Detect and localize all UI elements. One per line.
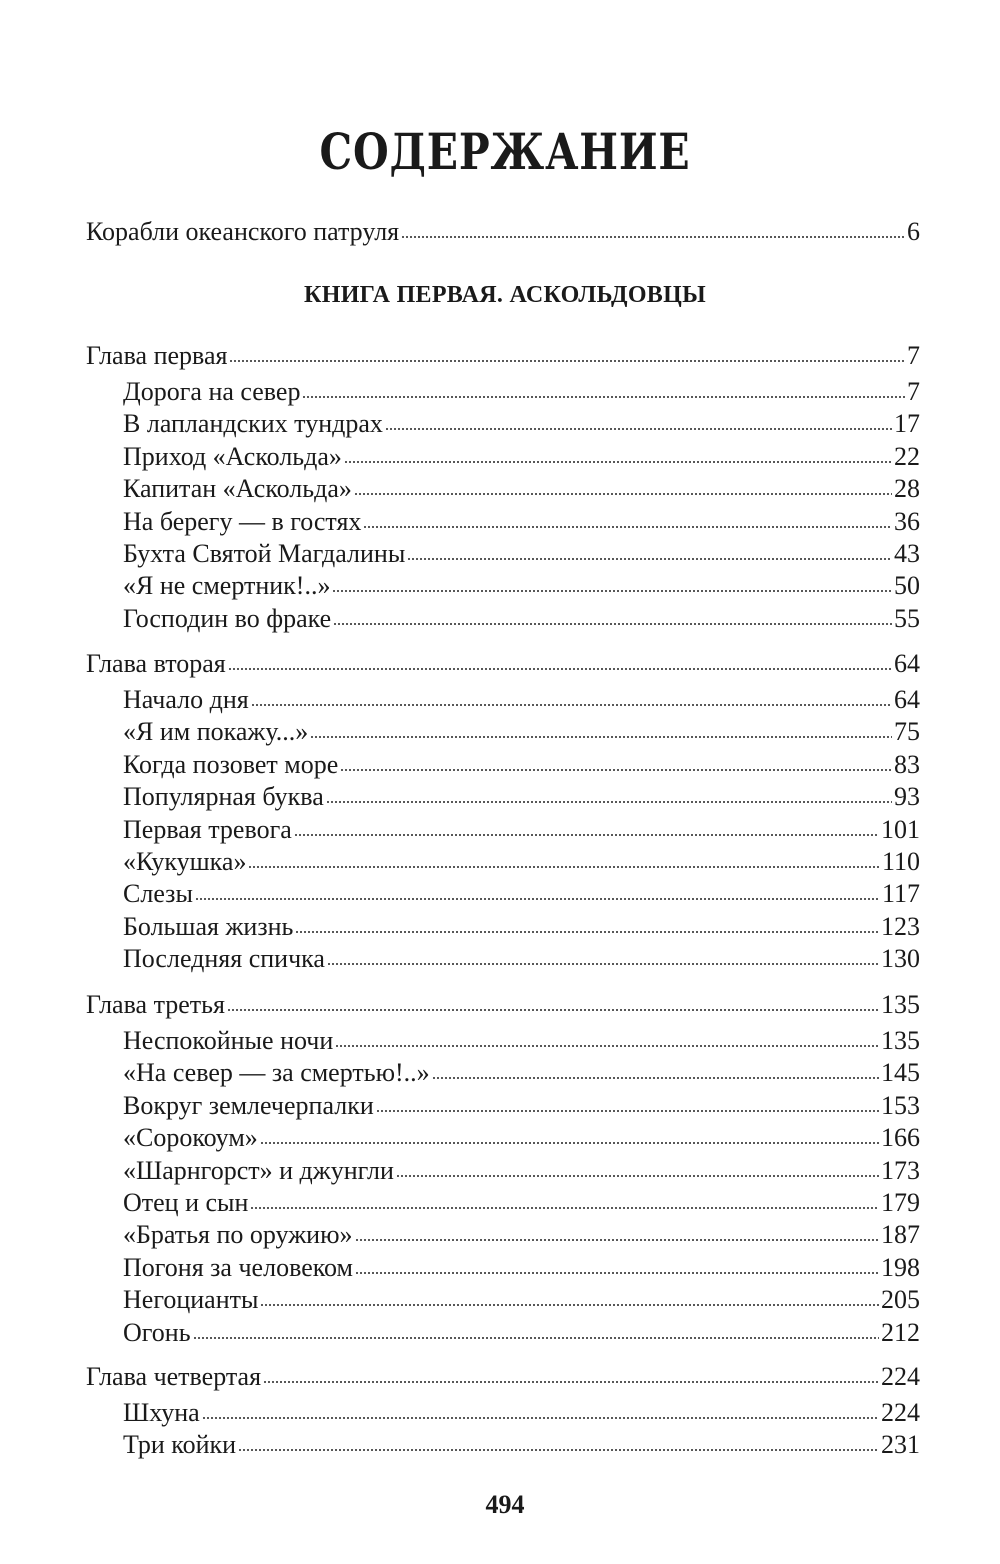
toc-entry-page: 224: [881, 1362, 920, 1391]
toc-entry-label: Приход «Аскольда»: [123, 442, 342, 471]
toc-section[interactable]: [123, 1090, 920, 1122]
toc-entry-label: Последняя спичка: [123, 944, 325, 973]
dot-leader: [195, 897, 880, 901]
toc-entry-label: На берегу — в гостях: [123, 507, 362, 536]
toc-entry-page: 187: [881, 1220, 920, 1249]
dot-leader: [310, 735, 892, 739]
toc-entry-page: 135: [881, 1026, 920, 1055]
toc-entry-page: 130: [881, 944, 920, 973]
toc-section[interactable]: [123, 781, 920, 813]
toc-entry-page: 205: [881, 1285, 920, 1314]
toc-entry-label: Слезы: [123, 879, 193, 908]
toc-section[interactable]: [123, 1219, 920, 1251]
dot-leader: [335, 1044, 879, 1048]
toc-entry-page: 153: [881, 1091, 920, 1120]
toc-chapter-3[interactable]: [86, 989, 920, 1021]
toc-entry-label: Глава вторая: [86, 649, 226, 678]
toc-entry-page: 83: [894, 750, 920, 779]
toc-entry-page: 123: [881, 912, 920, 941]
toc-section[interactable]: [123, 1284, 920, 1316]
toc-entry-label: Огонь: [123, 1318, 191, 1347]
toc-entry-page: 117: [881, 879, 920, 908]
dot-leader: [302, 395, 905, 399]
toc-section[interactable]: [123, 1252, 920, 1284]
toc-entry-page: 64: [894, 685, 920, 714]
dot-leader: [355, 1271, 879, 1275]
toc-entry-label: Глава первая: [86, 341, 228, 370]
toc-entry-label: Начало дня: [123, 685, 249, 714]
toc-section[interactable]: [123, 506, 920, 538]
toc-entry-page: 135: [881, 990, 920, 1019]
toc-entry-label: Бухта Святой Магдалины: [123, 539, 406, 568]
dot-leader: [401, 235, 905, 239]
toc-section[interactable]: [123, 1317, 920, 1349]
dot-leader: [326, 800, 892, 804]
toc-section[interactable]: [123, 814, 920, 846]
toc-section[interactable]: [123, 749, 920, 781]
dot-leader: [294, 833, 879, 837]
toc-entry-page: 6: [907, 217, 920, 246]
toc-chapter-4[interactable]: [86, 1361, 920, 1393]
dot-leader: [248, 865, 880, 869]
toc-section[interactable]: [123, 1057, 920, 1089]
dot-leader: [250, 1206, 879, 1210]
toc-entry-label: Шхуна: [123, 1398, 200, 1427]
toc-entry-label: Корабли океанского патруля: [86, 217, 400, 246]
toc-entry-page: 43: [894, 539, 920, 568]
toc-section[interactable]: [123, 538, 920, 570]
dot-leader: [344, 460, 892, 464]
page-number: 494: [485, 1490, 525, 1519]
toc-entry-page: 198: [881, 1253, 920, 1282]
toc-entry-page: 212: [881, 1318, 920, 1347]
toc-entry-page: 64: [894, 649, 920, 678]
toc-section[interactable]: [123, 376, 920, 408]
toc-entry-page: 75: [894, 717, 920, 746]
toc-entry-label: Негоцианты: [123, 1285, 259, 1314]
toc-entry-label: В лапландских тундрах: [123, 409, 383, 438]
dot-leader: [396, 1174, 879, 1178]
toc-entry-page: 17: [894, 409, 920, 438]
toc-section[interactable]: [123, 684, 920, 716]
toc-entry-page: 36: [894, 507, 920, 536]
toc-section[interactable]: [123, 1122, 920, 1154]
toc-entry-label: «Братья по оружию»: [123, 1220, 353, 1249]
toc-entry-page: 179: [881, 1188, 920, 1217]
dot-leader: [227, 1008, 879, 1012]
toc-entry-page: 145: [881, 1058, 920, 1087]
toc-entry-label: Когда позовет море: [123, 750, 339, 779]
toc-entry-page: 173: [881, 1156, 920, 1185]
toc-section[interactable]: [123, 878, 920, 910]
dot-leader: [251, 703, 892, 707]
toc-section[interactable]: [123, 1429, 920, 1461]
toc-entry-label: «Кукушка»: [123, 847, 247, 876]
dot-leader: [202, 1416, 879, 1420]
toc-chapter-2[interactable]: [86, 648, 920, 680]
dot-leader: [263, 1380, 879, 1384]
dot-leader: [260, 1303, 879, 1307]
dot-leader: [193, 1336, 879, 1340]
toc-entry-page: 101: [881, 815, 920, 844]
toc-entry-intro[interactable]: [86, 216, 920, 248]
toc-entry-label: Погоня за человеком: [123, 1253, 354, 1282]
toc-entry-label: Дорога на север: [123, 377, 301, 406]
toc-entry-label: «Я не смертник!..»: [123, 571, 331, 600]
dot-leader: [327, 962, 879, 966]
dot-leader: [333, 622, 892, 626]
dot-leader: [385, 427, 892, 431]
toc-section[interactable]: [123, 943, 920, 975]
toc-entry-page: 7: [907, 341, 920, 370]
toc-entry-page: 231: [881, 1430, 920, 1459]
dot-leader: [295, 930, 879, 934]
toc-entry-page: 224: [881, 1398, 920, 1427]
toc-entry-label: «Шарнгорст» и джунгли: [123, 1156, 394, 1185]
toc-entry-label: Отец и сын: [123, 1188, 249, 1217]
dot-leader: [340, 768, 892, 772]
toc-entry-page: 93: [894, 782, 920, 811]
toc-entry-label: «На север — за смертью!..»: [123, 1058, 430, 1087]
toc-entry-page: 22: [894, 442, 920, 471]
toc-section[interactable]: [123, 1025, 920, 1057]
toc-section[interactable]: [123, 1155, 920, 1187]
dot-leader: [354, 492, 892, 496]
toc-entry-label: Большая жизнь: [123, 912, 294, 941]
toc-entry-label: «Сорокоум»: [123, 1123, 258, 1152]
toc-chapter-1[interactable]: [86, 340, 920, 372]
toc-entry-label: Глава третья: [86, 990, 225, 1019]
dot-leader: [238, 1448, 879, 1452]
toc-entry-page: 7: [907, 377, 920, 406]
toc-section[interactable]: [123, 473, 920, 505]
toc-entry-label: Три койки: [123, 1430, 237, 1459]
toc-section[interactable]: [123, 603, 920, 635]
toc-section[interactable]: [123, 716, 920, 748]
toc-section[interactable]: [123, 911, 920, 943]
toc-entry-label: Господин во фраке: [123, 604, 332, 633]
toc-entry-label: «Я им покажу...»: [123, 717, 309, 746]
dot-leader: [332, 589, 892, 593]
toc-section[interactable]: [123, 1187, 920, 1219]
toc-entry-page: 28: [894, 474, 920, 503]
dot-leader: [407, 557, 892, 561]
contents-title: СОДЕРЖАНИЕ: [319, 122, 691, 181]
dot-leader: [376, 1109, 879, 1113]
toc-entry-label: Глава четвертая: [86, 1362, 262, 1391]
toc-entry-page: 110: [881, 847, 920, 876]
toc-entry-label: Капитан «Аскольда»: [123, 474, 352, 503]
toc-entry-label: Первая тревога: [123, 815, 292, 844]
toc-entry-page: 166: [881, 1123, 920, 1152]
dot-leader: [260, 1141, 879, 1145]
toc-section[interactable]: [123, 1397, 920, 1429]
toc-entry-label: Неспокойные ночи: [123, 1026, 334, 1055]
toc-entry-page: 55: [894, 604, 920, 633]
toc-section[interactable]: [123, 408, 920, 440]
toc-entry-label: Вокруг землечерпалки: [123, 1091, 374, 1120]
dot-leader: [228, 667, 892, 671]
dot-leader: [355, 1238, 879, 1242]
toc-section[interactable]: [123, 441, 920, 473]
book-heading: КНИГА ПЕРВАЯ. АСКОЛЬДОВЦЫ: [304, 282, 706, 308]
toc-entry-page: 50: [894, 571, 920, 600]
toc-entry-label: Популярная буква: [123, 782, 324, 811]
toc-section[interactable]: [123, 570, 920, 602]
toc-section[interactable]: [123, 846, 920, 878]
dot-leader: [363, 525, 892, 529]
dot-leader: [432, 1076, 879, 1080]
dot-leader: [229, 359, 905, 363]
